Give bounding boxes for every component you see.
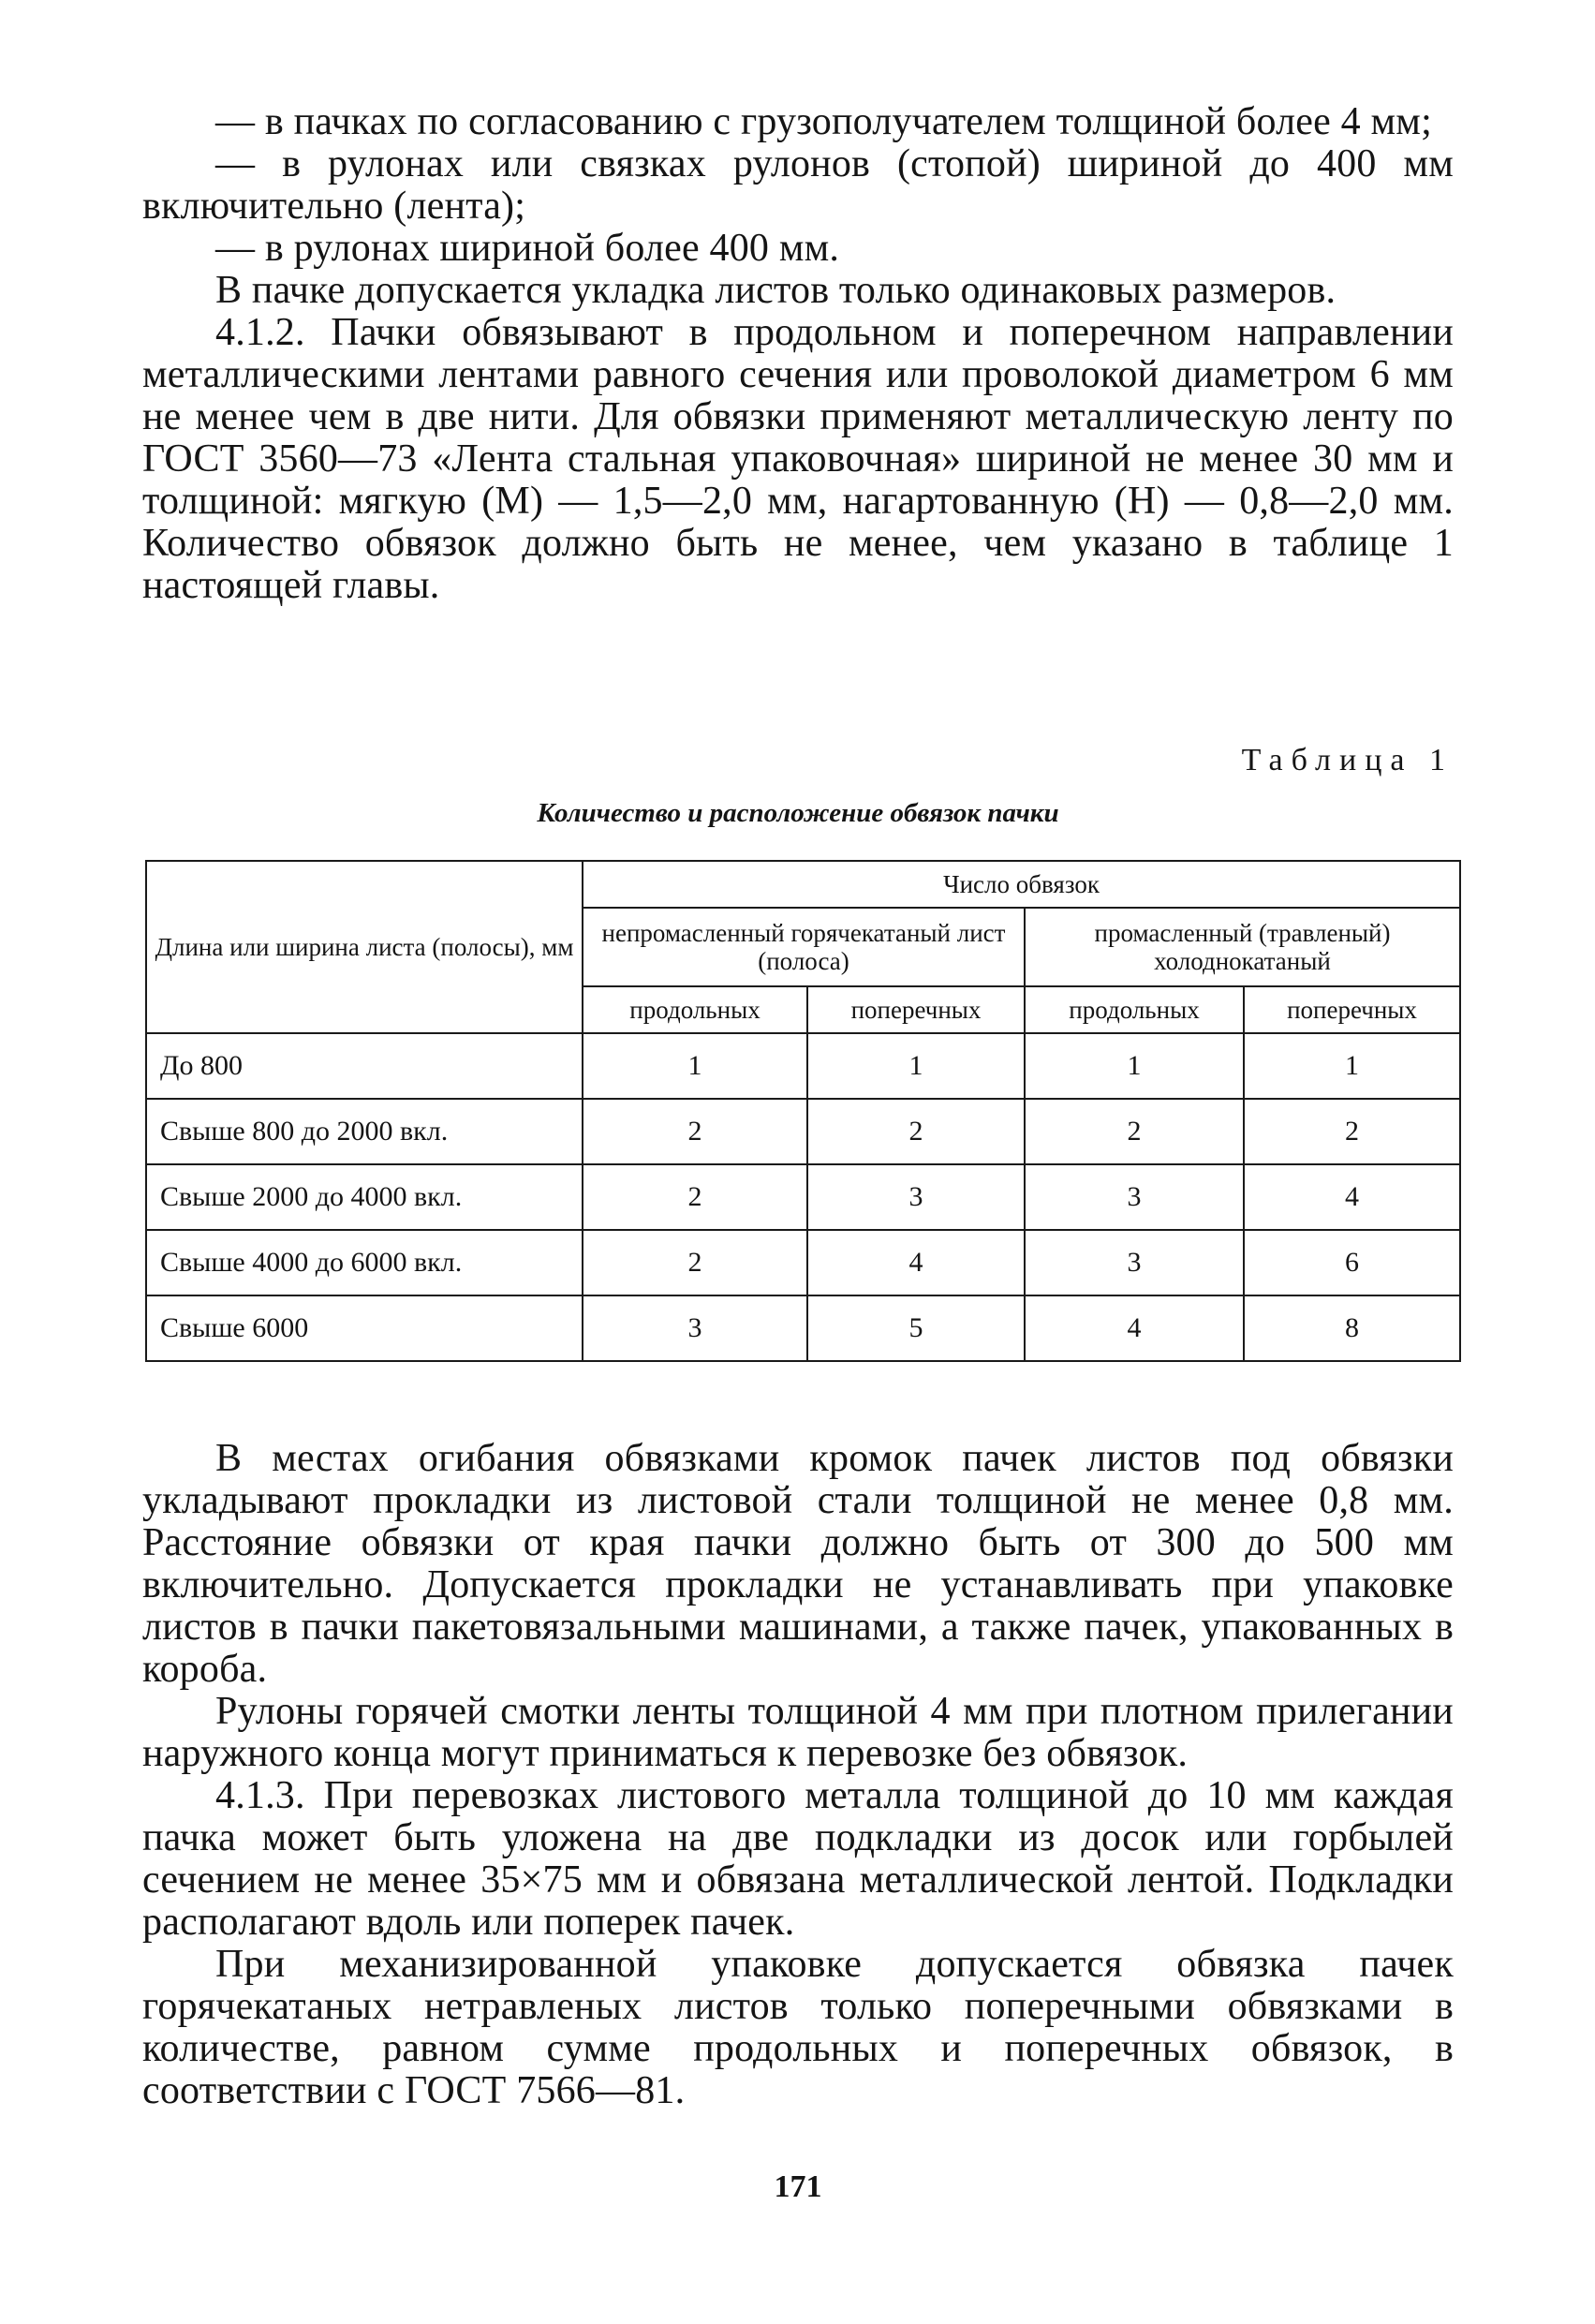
paragraph-hot-coils: Рулоны горячей смотки ленты толщиной 4 мм при плотном прилегании наружного конца могут приниматься к перевозке без обвязок. — [142, 1690, 1454, 1775]
paragraph-pads: В местах огибания обвязками кромок пачек листов под обвязки укладывают прокладки из листовой стали толщиной не менее 0,8 мм. Расстояние обвязки от края пачки должно быть от 300 до 500 мм включительно. Допускается прокладки не устанавливать при упаковке листов в пачки пакетовязальными машинами, а также пачек, упакованных в короба. — [142, 1437, 1454, 1691]
cell-value: 3 — [583, 1295, 807, 1361]
table-header-row — [146, 861, 1460, 908]
table-title: Количество и расположение обвязок пачки — [537, 798, 1059, 828]
table-row — [146, 1230, 1460, 1295]
header-transverse: поперечных — [1244, 986, 1460, 1033]
cell-value: 3 — [1025, 1230, 1244, 1295]
cell-value: 1 — [807, 1033, 1025, 1099]
cell-value: 1 — [1025, 1033, 1244, 1099]
header-longitudinal: продольных — [1025, 986, 1244, 1033]
header-cold-rolled: промасленный (травленый) холоднокатаный — [1025, 908, 1460, 986]
paragraph-wide-rolls-item: — в рулонах шириной более 400 мм. — [215, 227, 840, 270]
strapping-table — [145, 860, 1461, 1362]
table-caption: Таблица 1 — [1241, 743, 1454, 777]
bottom-text-block — [142, 1438, 1454, 2112]
header-longitudinal: продольных — [583, 986, 807, 1033]
row-label: Свыше 6000 — [146, 1295, 583, 1361]
cell-value: 1 — [583, 1033, 807, 1099]
header-transverse: поперечных — [807, 986, 1025, 1033]
cell-value: 1 — [1244, 1033, 1460, 1099]
cell-value: 2 — [583, 1230, 807, 1295]
cell-value: 3 — [807, 1164, 1025, 1230]
paragraph-same-size: В пачке допускается укладка листов только одинаковых размеров. — [215, 269, 1337, 312]
cell-value: 2 — [807, 1099, 1025, 1164]
paragraph-rolls-item: — в рулонах или связках рулонов (стопой) шириной до 400 мм включительно (лента); — [142, 142, 1454, 228]
cell-value: 8 — [1244, 1295, 1460, 1361]
cell-value: 4 — [807, 1230, 1025, 1295]
table-row — [146, 1164, 1460, 1230]
cell-value: 4 — [1244, 1164, 1460, 1230]
header-strap-count: Число обвязок — [583, 861, 1460, 908]
paragraph-4-1-2: 4.1.2. Пачки обвязывают в продольном и поперечном направлении металлическими лентами равного сечения или проволокой диаметром 6 мм не менее чем в две нити. Для обвязки применяют металлическую ленту по ГОСТ 3560—73 «Лента стальная упаковочная» шириной не менее 30 мм и толщиной: мягкую (М) — 1,5—2,0 мм, нагартованную (Н) — 0,8—2,0 мм. Количество обвязок должно быть не менее, чем указано в таблице 1 настоящей главы. — [142, 311, 1454, 607]
cell-value: 4 — [1025, 1295, 1244, 1361]
paragraph-mechanized: При механизированной упаковке допускается обвязка пачек горячекатаных нетравленых листов только поперечными обвязками в количестве, равном сумме продольных и поперечных обвязок, в соответствии с ГОСТ 7566—81. — [142, 1943, 1454, 2112]
cell-value: 3 — [1025, 1164, 1244, 1230]
cell-value: 2 — [1025, 1099, 1244, 1164]
row-label: Свыше 2000 до 4000 вкл. — [146, 1164, 583, 1230]
cell-value: 2 — [1244, 1099, 1460, 1164]
cell-value: 2 — [583, 1164, 807, 1230]
header-sheet-length: Длина или ширина листа (полосы), мм — [146, 861, 583, 1033]
row-label: Свыше 800 до 2000 вкл. — [146, 1099, 583, 1164]
page-number: 171 — [774, 2169, 822, 2204]
cell-value: 5 — [807, 1295, 1025, 1361]
top-text-block — [142, 101, 1454, 607]
row-label: Свыше 4000 до 6000 вкл. — [146, 1230, 583, 1295]
paragraph-bundles-item: — в пачках по согласованию с грузополучателем толщиной более 4 мм; — [215, 100, 1432, 143]
row-label: До 800 — [146, 1033, 583, 1099]
table-row — [146, 1033, 1460, 1099]
header-hot-rolled: непромасленный горячекатаный лист (полоса) — [583, 908, 1025, 986]
table-row — [146, 1295, 1460, 1361]
table-row — [146, 1099, 1460, 1164]
paragraph-4-1-3: 4.1.3. При перевозках листового металла толщиной до 10 мм каждая пачка может быть уложена на две подкладки из досок или горбылей сечением не менее 35×75 мм и обвязана металлической лентой. Подкладки располагают вдоль или поперек пачек. — [142, 1774, 1454, 1944]
cell-value: 2 — [583, 1099, 807, 1164]
cell-value: 6 — [1244, 1230, 1460, 1295]
